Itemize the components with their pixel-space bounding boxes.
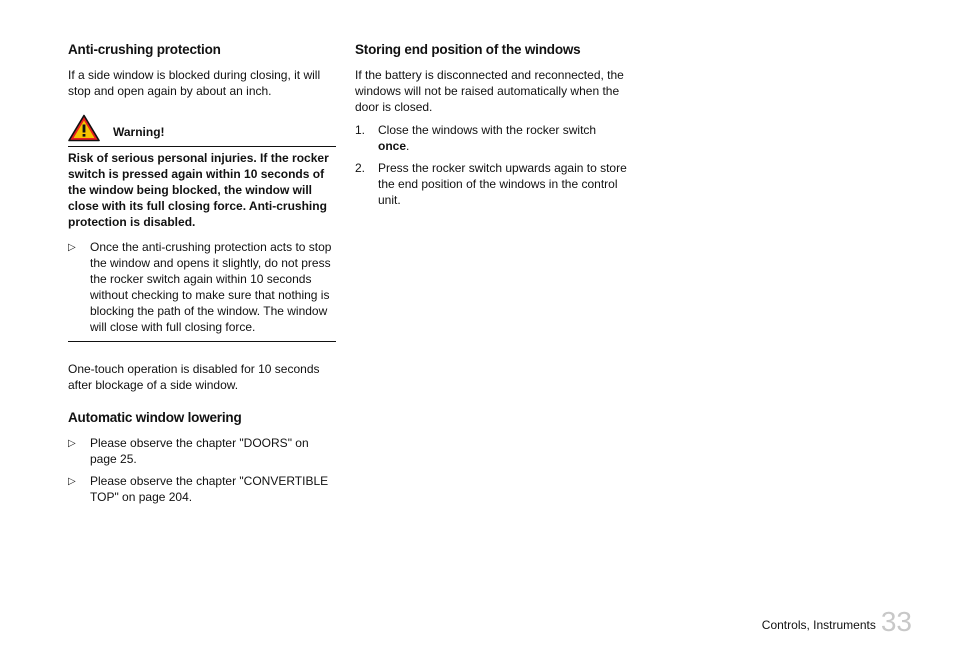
one-touch-text: One-touch operation is disabled for 10 seconds after blockage of a side window.	[68, 362, 320, 392]
warning-bullet	[68, 239, 336, 335]
bullet-triangle-icon: ▷	[68, 242, 76, 253]
page-number: 33	[880, 606, 912, 637]
step-emphasis: once	[378, 139, 407, 153]
list-item	[68, 473, 336, 505]
list-item	[355, 160, 627, 208]
anti-crushing-text: If a side window is blocked during closing, it will stop and open again by about an inch.	[68, 68, 321, 98]
warning-label: Warning!	[113, 125, 165, 139]
step-text: Close the windows with the rocker switch once.	[378, 123, 597, 153]
left-column	[68, 42, 336, 505]
list-item	[355, 122, 627, 154]
heading-automatic-lowering: Automatic window lowering	[68, 410, 242, 425]
step-number: 2.	[355, 161, 366, 175]
step-number: 1.	[355, 123, 366, 137]
page-footer	[761, 606, 912, 637]
warning-triangle-icon	[68, 114, 100, 142]
right-column	[355, 42, 627, 208]
warning-header	[68, 113, 336, 143]
convertible-top-reference: Please observe the chapter "CONVERTIBLE TOP" on page 204.	[90, 474, 329, 504]
warning-top-rule	[68, 146, 336, 147]
warning-text: Risk of serious personal injuries. If the rocker switch is pressed again within 10 seconds of the window being blocked, the window will close with its full closing force. Anti-crushing protection is disabled.	[68, 151, 329, 229]
storing-text: If the battery is disconnected and reconnected, the windows will not be raised automatically when the door is closed.	[355, 68, 624, 114]
heading-anti-crushing: Anti-crushing protection	[68, 42, 221, 57]
step-text: Press the rocker switch upwards again to store the end position of the windows in the control unit.	[378, 161, 627, 207]
bullet-triangle-icon: ▷	[68, 476, 76, 487]
doors-reference: Please observe the chapter "DOORS" on page 25.	[90, 436, 309, 466]
bullet-triangle-icon: ▷	[68, 438, 76, 449]
warning-bullet-text: Once the anti-crushing protection acts to stop the window and opens it slightly, do not press the rocker switch again within 10 seconds without checking to make sure that nothing is blocking the path of the window. The window will close with full closing force.	[90, 240, 332, 334]
list-item	[68, 435, 336, 467]
heading-storing-end-position: Storing end position of the windows	[355, 42, 581, 57]
section-title: Controls, Instruments	[761, 618, 876, 632]
